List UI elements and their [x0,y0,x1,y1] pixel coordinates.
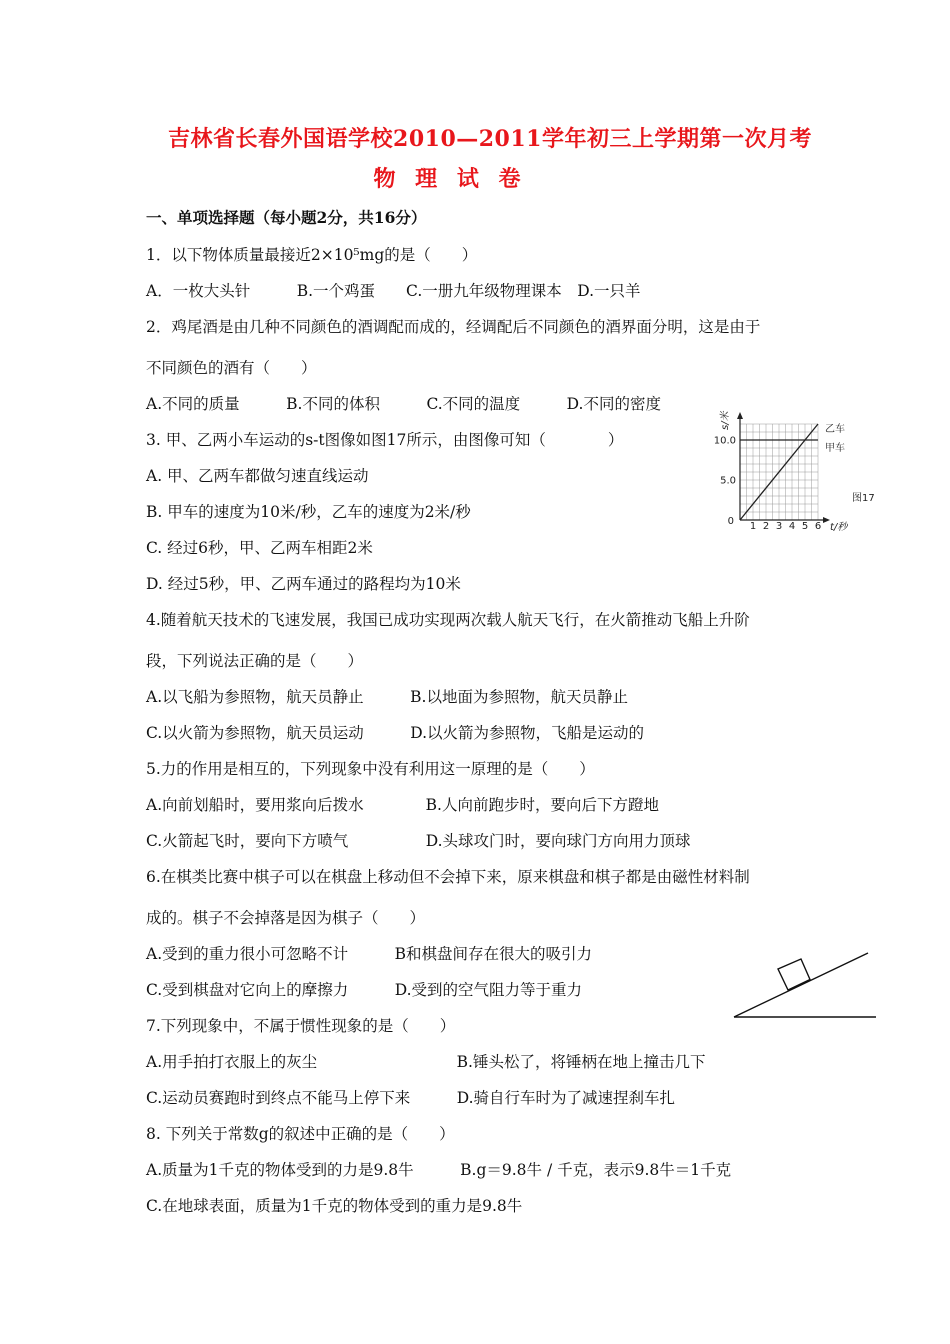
section-heading: 一、单项选择题（每小题2分，共16分） [146,208,427,227]
incline-diagram [728,945,882,1023]
x-tick-label: 3 [775,521,783,532]
question-2-cont: 不同颜色的酒有（ ） [146,359,317,377]
question-6: 6.在棋类比赛中棋子可以在棋盘上移动但不会掉下来，原来棋盘和棋子都是由磁性材料制 [146,868,750,886]
question-2: 2．鸡尾酒是由几种不同颜色的酒调配而成的，经调配后不同颜色的酒界面分明，这是由于 [146,318,761,336]
question-3-option-c: C. 经过6秒，甲、乙两车相距2米 [146,539,373,557]
question-4-cont: 段，下列说法正确的是（ ） [146,652,364,670]
block-on-incline [778,959,810,990]
series-label-yi: 乙车 [825,424,845,435]
question-5-options-ab: A.向前划船时，要用浆向后拨水 B.人向前跑步时，要向后下方蹬地 [146,796,659,814]
exam-title: 吉林省长春外国语学校2010—2011学年初三上学期第一次月考 [168,126,812,152]
y-tick-label: 5.0 [720,475,736,487]
question-8: 8. 下列关于常数g的叙述中正确的是（ ） [146,1125,455,1143]
x-tick-label: 6 [814,521,822,532]
question-5: 5.力的作用是相互的，下列现象中没有利用这一原理的是（ ） [146,760,595,778]
figure-caption: 图17 [852,493,875,504]
question-3: 3. 甲、乙两小车运动的s-t图像如图17所示，由图像可知（ ） [146,431,624,449]
question-7-options-ab: A.用手拍打衣服上的灰尘 B.锤头松了，将锤柄在地上撞击几下 [146,1053,706,1071]
question-7: 7.下列现象中，不属于惯性现象的是（ ） [146,1017,456,1035]
x-axis-arrow-icon [823,517,830,523]
question-6-options-ab: A.受到的重力很小可忽略不计 B和棋盘间存在很大的吸引力 [146,945,593,963]
y-axis-label: s/米 [720,411,731,430]
x-tick-label: 4 [788,521,796,532]
x-tick-label: 5 [801,521,809,532]
question-6-options-cd: C.受到棋盘对它向上的摩擦力 D.受到的空气阻力等于重力 [146,981,583,999]
question-4-options-ab: A.以飞船为参照物，航天员静止 B.以地面为参照物，航天员静止 [146,688,628,706]
question-4-options-cd: C.以火箭为参照物，航天员运动 D.以火箭为参照物，飞船是运动的 [146,724,645,742]
exam-subtitle: 物 理 试 卷 [373,166,527,192]
y-axis-arrow-icon [737,412,743,419]
question-3-option-b: B. 甲车的速度为10米/秒，乙车的速度为2米/秒 [146,503,471,521]
x-axis-label: t/秒 [830,522,848,533]
question-6-cont: 成的。棋子不会掉落是因为棋子（ ） [146,909,426,927]
series-label-jia: 甲车 [825,443,845,454]
question-8-option-c: C.在地球表面，质量为1千克的物体受到的重力是9.8牛 [146,1197,523,1215]
y-tick-label: 10.0 [713,435,736,447]
question-8-options-ab: A.质量为1千克的物体受到的力是9.8牛 B.g＝9.8牛 / 千克，表示9.8牛＝1千克 [146,1161,732,1179]
question-7-options-cd: C.运动员赛跑时到终点不能马上停下来 D.骑自行车时为了减速捏刹车扎 [146,1089,676,1107]
x-tick-label: 0 [727,516,734,527]
question-3-option-a: A. 甲、乙两车都做匀速直线运动 [146,467,369,485]
question-1: 1．以下物体质量最接近2×10⁵mg的是（ ） [146,246,478,264]
question-5-options-cd: C.火箭起飞时，要向下方喷气 D.头球攻门时，要向球门方向用力顶球 [146,832,691,850]
question-4: 4.随着航天技术的飞速发展，我国已成功实现两次载人航天飞行，在火箭推动飞船上升阶 [146,611,750,629]
x-tick-label: 1 [749,521,757,532]
x-tick-label: 2 [762,521,770,532]
figure-17-st-graph [712,410,892,534]
question-3-option-d: D. 经过5秒，甲、乙两车通过的路程均为10米 [146,575,461,593]
question-2-options: A.不同的质量 B.不同的体积 C.不同的温度 D.不同的密度 [146,395,661,413]
question-1-options: A．一枚大头针 B.一个鸡蛋 C.一册九年级物理课本 D.一只羊 [146,282,641,300]
